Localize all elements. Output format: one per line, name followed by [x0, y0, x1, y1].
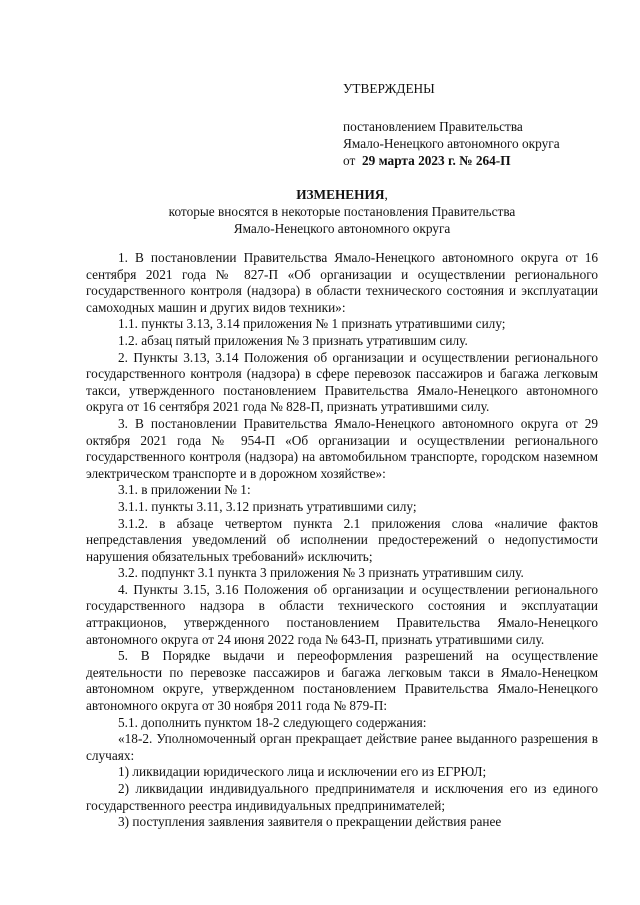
document-title-suffix: , [384, 187, 388, 202]
paragraph: 5.1. дополнить пунктом 18-2 следующего содержания: [118, 714, 427, 730]
approval-title: УТВЕРЖДЕНЫ [343, 81, 435, 96]
paragraph: 4. Пункты 3.15, 3.16 Положения об организации и осуществлении регионального государственного надзора в области технического состояния и эксплуатации аттракционов, утвержденного постановлением Правительства Ямало-Ненецкого автономного округа от 24 июня 2022 года № 643-П, признать утратившими силу. [86, 581, 598, 647]
paragraph: 1. В постановлении Правительства Ямало-Ненецкого автономного округа от 16 сентября 2021 года № 827-П «Об организации и осуществлении регионального государственного контроля (надзора) в области технического состояния и эксплуатации самоходных машин и других видов техники»: [86, 250, 598, 315]
document-body [86, 250, 598, 831]
approval-date-line [343, 152, 560, 169]
document-title [86, 186, 598, 203]
approval-date: 29 марта 2023 г. № 264-П [361, 153, 511, 168]
paragraph: 1.2. абзац пятый приложения № 3 признать утратившим силу. [118, 332, 468, 348]
document-title-text: ИЗМЕНЕНИЯ [296, 187, 385, 202]
paragraph: 1.1. пункты 3.13, 3.14 приложения № 1 признать утратившими силу; [118, 316, 506, 332]
paragraph: 2. Пункты 3.13, 3.14 Положения об организации и осуществлении регионального государственного контроля (надзора) в сфере перевозок пассажиров и багажа легковым такси, утвержденного постановлением Правительства Ямало-Ненецкого автономного округа от 16 сентября 2021 года № 828-П, признать утратившими силу. [86, 349, 598, 415]
paragraph: 2) ликвидации индивидуального предпринимателя и исключения его из единого государственного реестра индивидуальных предпринимателей; [86, 781, 598, 813]
paragraph: 1) ликвидации юридического лица и исключении его из ЕГРЮЛ; [118, 764, 487, 780]
paragraph: 3.1. в приложении № 1: [118, 482, 251, 498]
document-heading [86, 186, 598, 237]
paragraph: 3.1.1. пункты 3.11, 3.12 признать утратившими силу; [118, 498, 417, 514]
document-subtitle-line-2: Ямало-Ненецкого автономного округа [233, 221, 451, 236]
paragraph: 3.2. подпункт 3.1 пункта 3 приложения № 3 признать утратившим силу. [118, 565, 524, 581]
approval-line-2: Ямало-Ненецкого автономного округа [343, 136, 560, 151]
paragraph: 3. В постановлении Правительства Ямало-Ненецкого автономного округа от 29 октября 2021 года № 954-П «Об организации и осуществлении регионального государственного контроля (надзора) на автомобильном транспорте, городском наземном электрическом транспорте и в дорожном хозяйстве»: [86, 415, 598, 481]
paragraph: 5. В Порядке выдачи и переоформления разрешений на осуществление деятельности по перевозке пассажиров и багажа легковым такси в Ямало-Ненецком автономном округе, утвержденном постановлением Правительства Ямало-Ненецкого автономного округа от 30 ноября 2011 года № 879-П: [86, 648, 598, 714]
approval-block [343, 80, 560, 169]
approval-line-1: постановлением Правительства [343, 119, 523, 134]
paragraph: «18-2. Уполномоченный орган прекращает действие ранее выданного разрешения в случаях: [86, 731, 598, 763]
document-subtitle-line-1: которые вносятся в некоторые постановления Правительства [168, 204, 516, 219]
approval-date-prefix: от [343, 153, 356, 168]
paragraph: 3) поступления заявления заявителя о прекращении действия ранее [118, 814, 502, 830]
paragraph: 3.1.2. в абзаце четвертом пункта 2.1 приложения слова «наличие фактов непредставления уведомлений об исполнении предостережений о недопустимости нарушения обязательных требований» исключить; [86, 515, 598, 564]
